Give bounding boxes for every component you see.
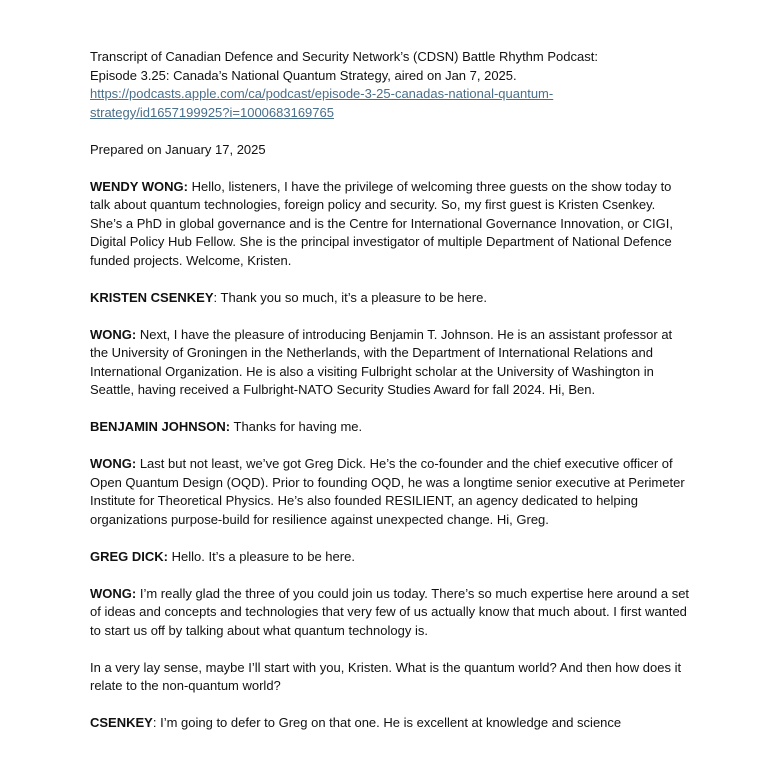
paragraph-wong-intro [90,178,690,271]
paragraph-wong-johnson-intro [90,326,690,400]
speaker-name: CSENKEY [90,715,153,730]
paragraph-wong-followup [90,659,690,696]
speaker-name: WONG: [90,326,137,342]
paragraph-text: : I’m going to defer to Greg on that one. He is excellent at knowledge and science [152,715,622,730]
title-line-2: Episode 3.25: Canada’s National Quantum Strategy, aired on Jan 7, 2025. [90,67,517,83]
speaker-name: GREG DICK: [90,548,168,564]
paragraph-text: In a very lay sense, maybe I’ll start with you, Kristen. What is the quantum world? And then how does it relate to the non-quantum world? [90,659,682,693]
title-line-1: Transcript of Canadian Defence and Security Network’s (CDSN) Battle Rhythm Podcast: [90,49,598,64]
paragraph-csenkey-reply [90,289,690,308]
speaker-name: BENJAMIN JOHNSON: [90,419,231,434]
podcast-link-line-2[interactable]: strategy/id1657199925?i=1000683169765 [90,104,334,120]
prepared-date: Prepared on January 17, 2025 [90,141,266,157]
podcast-link-line-1[interactable]: https://podcasts.apple.com/ca/podcast/episode-3-25-canadas-national-quantum- [90,86,554,101]
paragraph-text: Next, I have the pleasure of introducing Benjamin T. Johnson. He is an assistant professor at the University of Groningen in the Netherlands, with the Department of International Relations and International Organization. He is also a visiting Fulbright scholar at the University of Washington in Seattle, having received a Fulbright-NATO Security Studies Award for fall 2024. Hi, Ben. [90,326,673,397]
paragraph-johnson-reply [90,418,690,437]
paragraph-wong-question [90,585,690,641]
paragraph-dick-reply [90,548,690,567]
paragraph-text: Hello, listeners, I have the privilege of welcoming three guests on the show today to talk about quantum technologies, foreign policy and security. So, my first guest is Kristen Csenkey. She’s a PhD in global governance and is the Centre for International Governance Innovation, or CIGI, Digital Policy Hub Fellow. She is the principal investigator of multiple Department of National Defence funded projects. Welcome, Kristen. [90,178,673,268]
paragraph-wong-dick-intro [90,455,690,529]
paragraph-text: I’m really glad the three of you could join us today. There’s so much expertise here around a set of ideas and concepts and technologies that very few of us actually know that much about. I first wanted to start us off by talking about what quantum technology is. [90,585,690,638]
paragraph-text: Hello. It’s a pleasure to be here. [168,548,355,564]
paragraph-text: Thanks for having me. [230,419,363,434]
speaker-name: KRISTEN CSENKEY [90,289,214,305]
speaker-name: WENDY WONG: [90,178,188,194]
speaker-name: WONG: [90,585,137,601]
paragraph-text: : Thank you so much, it’s a pleasure to be here. [213,289,487,305]
document-header [90,48,690,122]
transcript-document [90,48,690,751]
paragraph-text: Last but not least, we’ve got Greg Dick. He’s the co-founder and the chief executive officer of Open Quantum Design (OQD). Prior to founding OQD, he was a longtime senior executive at Perimeter Institute for Theoretical Physics. He’s also founded RESILIENT, an agency dedicated to helping organizations purpose-build for resilience against unexpected change. Hi, Greg. [90,456,685,527]
speaker-name: WONG: [90,456,137,471]
paragraph-csenkey-defer [90,714,690,733]
